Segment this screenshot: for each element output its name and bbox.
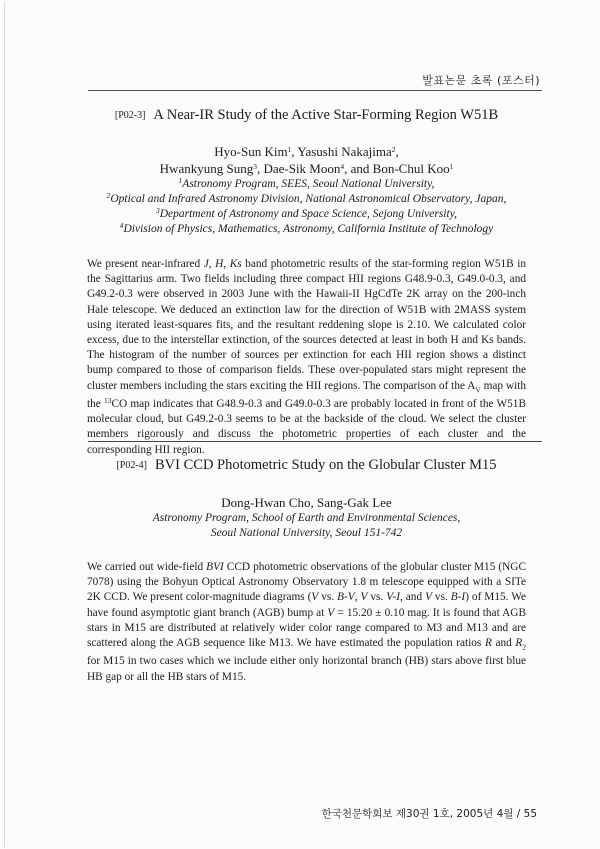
author-name: Bon-Chul Koo	[372, 161, 450, 176]
author-name: Yasushi Nakajima	[297, 144, 392, 159]
affiliation-mark: 4	[119, 221, 124, 230]
abstract-title: A Near-IR Study of the Active Star-Forming Region W51B	[153, 107, 499, 123]
affiliation-text: Optical and Infrared Astronomy Division, National Astronomical Observatory, Japan,	[110, 193, 507, 205]
abstract-title-line	[87, 107, 526, 124]
affiliation	[87, 192, 526, 207]
abstract-p02-4	[87, 457, 526, 685]
author-affil-mark: 3	[253, 162, 257, 171]
affiliation	[87, 207, 526, 222]
affiliation-mark: 3	[155, 206, 160, 215]
author-name: Hyo-Sun Kim	[214, 144, 288, 159]
author-affil-mark: 4	[340, 162, 345, 171]
abstract-title-line	[87, 457, 526, 474]
author-separator: , and	[344, 161, 373, 176]
abstract-title: BVI CCD Photometric Study on the Globular Cluster M15	[155, 457, 497, 473]
author-affil-mark: 2	[391, 145, 396, 154]
author-separator: ,	[256, 161, 264, 176]
affiliation-text: Astronomy Program, SEES, Seoul National University,	[182, 178, 435, 190]
affiliation-mark: 2	[106, 191, 111, 200]
author-name: Hwankyung Sung	[159, 161, 254, 176]
author-affil-mark: 1	[449, 162, 454, 171]
author-list	[87, 143, 526, 177]
author-list: Dong-Hwan Cho, Sang-Gak Lee	[221, 495, 392, 510]
section-header: 발표논문 초록 (포스터)	[422, 74, 540, 87]
affiliation	[87, 177, 526, 192]
affiliation-mark: 1	[178, 176, 183, 185]
author-affil-mark: 1	[287, 145, 292, 154]
page-footer: 한국천문학회보 제30권 1호, 2005년 4월 / 55	[321, 808, 537, 820]
affiliation-text: Division of Physics, Mathematics, Astronomy, California Institute of Technology	[123, 223, 494, 235]
affiliation: Seoul National University, Seoul 151-742	[210, 527, 403, 539]
abstract-body: We present near-infrared J, H, Ks band photometric results of the star-forming region W51B in the Sagittarius arm. Two fields including three compact HII regions G48.9-0.3, G49.0-0.3, and G49.2-0.3 were observed in 2003 June with the Hawaii-II HgCdTe 2K array on the 200-inch Hale telescope. We deduced an extinction law for the direction of W51B with 2MASS system using iterated least-squares fits, and the resultant reddening slope is 2.10. We calculated color excess, due to the interstellar extinction, of the sources detected at least in both H and Ks bands. The histogram of the number of sources per extinction for each HII region shows a distinct bump compared to those of comparison fields. These over-populated stars might represent the cluster members including the stars exciting the HII regions. The comparison of the $A_V$ map with the $^{13}$CO map indicates that G48.9-0.3 and G49.0-0.3 are probably located in front of the W51B molecular cloud, but G49.2-0.3 seems to be at the backside of the cloud. We select the cluster members rigorously and discuss the photometric properties of each cluster and the corresponding HII region.	[87, 258, 526, 456]
affiliation-text: Department of Astronomy and Space Science, Sejong University,	[159, 208, 458, 220]
affiliation: Astronomy Program, School of Earth and Environmental Sciences,	[152, 512, 461, 524]
header-rule	[88, 90, 542, 91]
affiliation	[87, 222, 526, 237]
author-separator: ,	[395, 144, 399, 159]
abstract-body: We carried out wide-field BVI CCD photometric observations of the globular cluster M15 (NGC 7078) using the Bohyun Optical Astronomy Observatory 1.8 m telescope equipped with a SITe 2K CCD. We present color-magnitude diagrams (V vs. B-V, V vs. V-I, and V vs. B-I) of M15. We have found asymptotic giant branch (AGB) bump at V = 15.20 ± 0.10 mag. It is found that AGB stars in M15 are distributed at relatively wider color range compared to M3 and M13 and are scattered along the AGB sequence like M13. We have estimated the population ratios R and $R_2$ for M15 in two cases which we include either only horizontal branch (HB) stars above first blue HB gap or all the HB stars of M15.	[87, 561, 527, 683]
abstract-code: [P02-3]	[114, 110, 146, 121]
author-name: Dae-Sik Moon	[263, 161, 341, 176]
abstract-code: [P02-4]	[116, 460, 147, 471]
author-separator: ,	[291, 144, 298, 159]
abstract-p02-3	[87, 107, 526, 458]
abstract-separator	[88, 441, 542, 442]
